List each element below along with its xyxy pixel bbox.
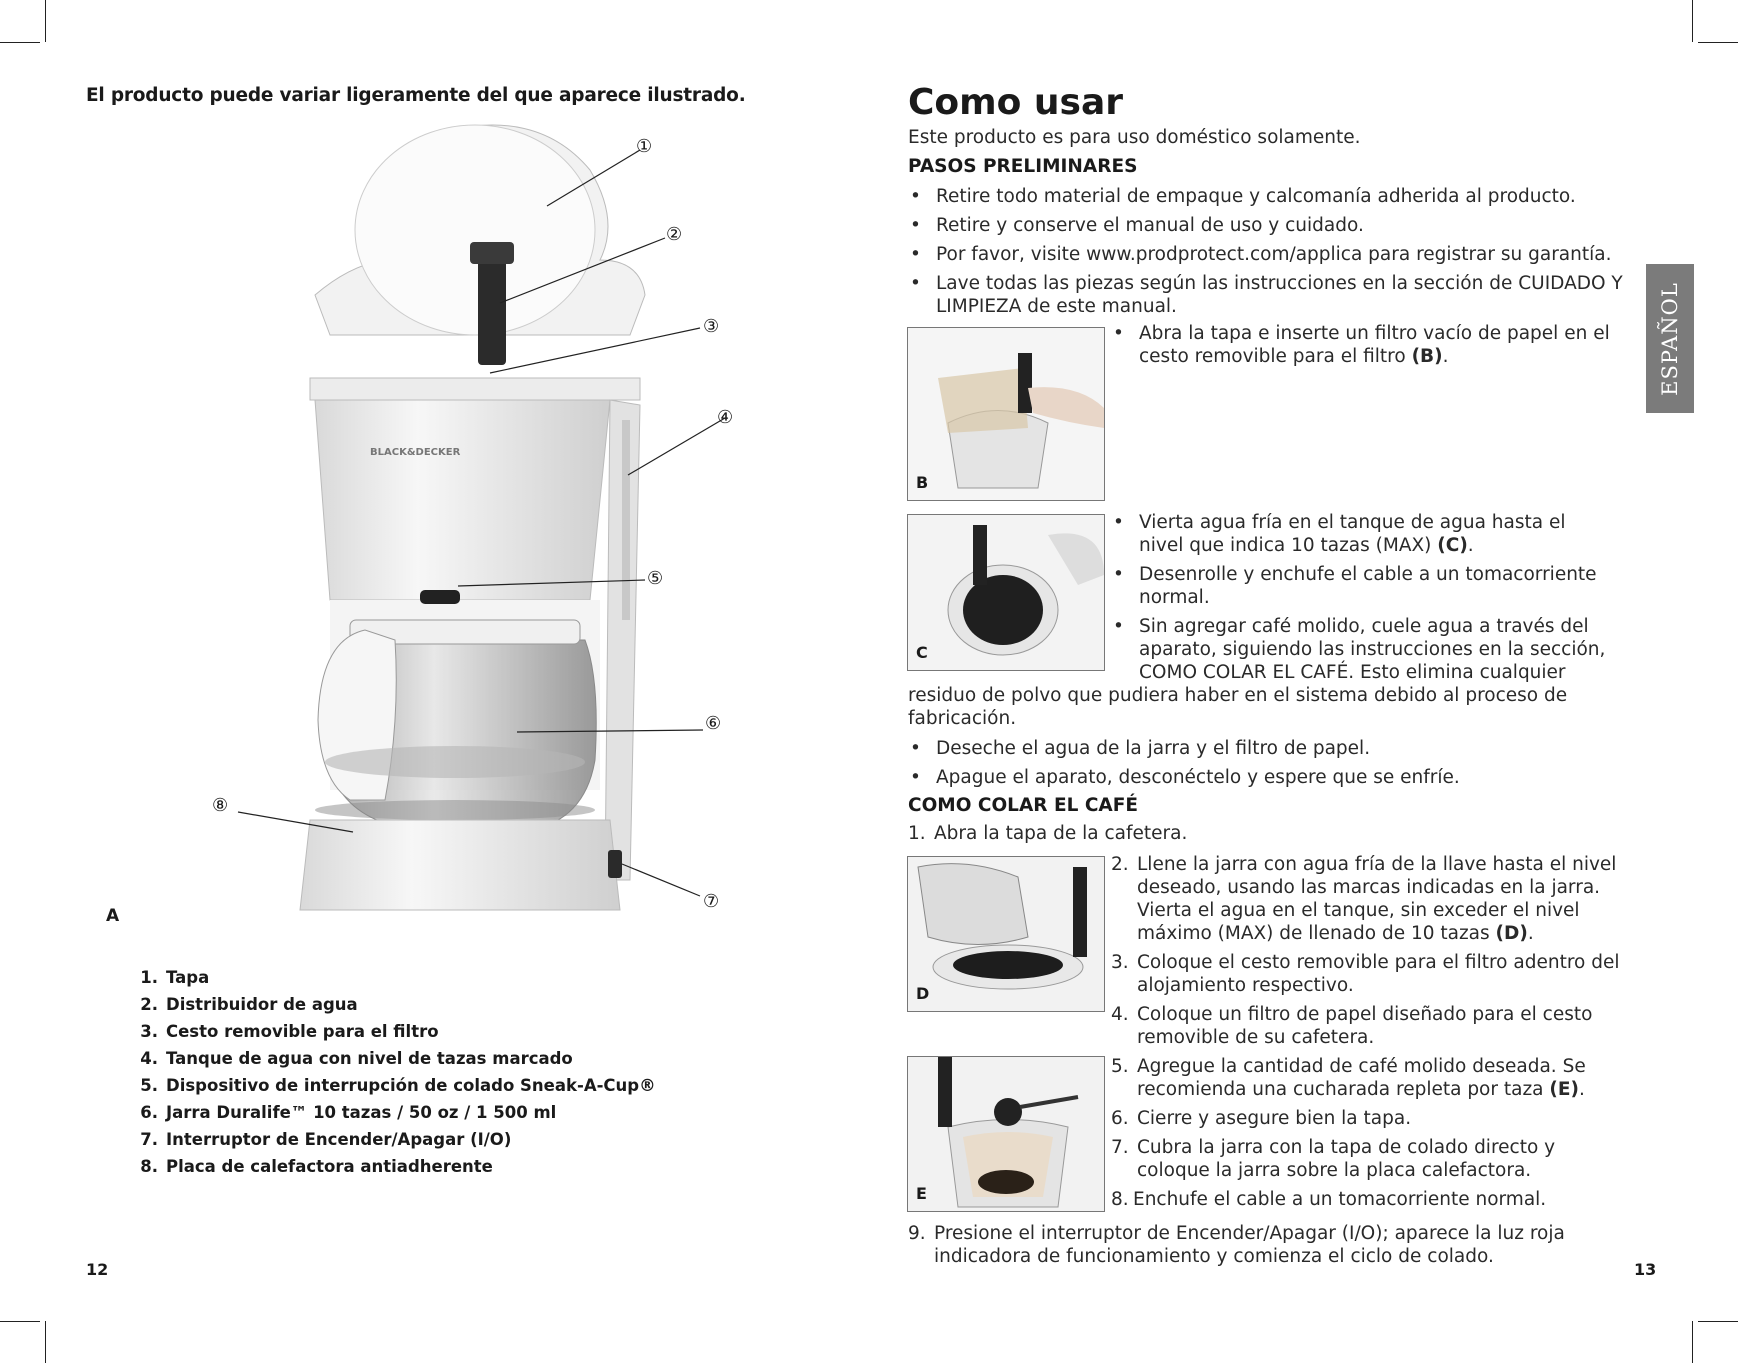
step-3: 3. Coloque el cesto removible para el filtro adentro del alojamiento respectivo. bbox=[1111, 952, 1620, 996]
list-item: • Vierta agua fría en el tanque de agua hasta el nivel que indica 10 tazas (MAX) (C). bbox=[1113, 512, 1566, 556]
photo-c bbox=[907, 514, 1105, 671]
filter-insert-photo bbox=[908, 328, 1104, 500]
crop-mark bbox=[45, 1321, 46, 1363]
section-heading-preliminares: PASOS PRELIMINARES bbox=[908, 156, 1138, 177]
language-tab: ESPAÑOL bbox=[1646, 264, 1694, 413]
section-heading-colar: COMO COLAR EL CAFÉ bbox=[908, 795, 1139, 816]
list-item: 5. Dispositivo de interrupción de colado Sneak-A-Cup® bbox=[140, 1076, 656, 1095]
crop-mark bbox=[45, 0, 46, 42]
intro-text: Este producto es para uso doméstico solamente. bbox=[908, 127, 1361, 148]
list-item: 6. Jarra Duralife™ 10 tazas / 50 oz / 1 500 ml bbox=[140, 1103, 557, 1122]
crop-mark bbox=[0, 1321, 40, 1322]
callout-6: ⑥ bbox=[705, 713, 722, 734]
parts-list bbox=[130, 968, 656, 1184]
bullets-c bbox=[1111, 511, 1611, 684]
list-item: • Sin agregar café molido, cuele agua a través del aparato, siguiendo las instrucciones en la sección, COMO COLAR EL CAFÉ. Esto elimina cualquier bbox=[1113, 616, 1606, 683]
step-2: 2. Llene la jarra con agua fría de la llave hasta el nivel deseado, usando las marcas indicadas en la jarra. Vierta el agua en el tanque, sin exceder el nivel máximo (MAX) de llenado de 10 tazas (D). bbox=[1111, 854, 1617, 944]
photo-label-d: D bbox=[916, 984, 930, 1003]
page-title: Como usar bbox=[908, 82, 1124, 123]
step-7: 7. Cubra la jarra con la tapa de colado directo y coloque la jarra sobre la placa calefactora. bbox=[1111, 1137, 1556, 1181]
bullet-c3-continued: residuo de polvo que pudiera haber en el sistema debido al proceso de fabricación. bbox=[908, 685, 1568, 729]
step-8: 8. Enchufe el cable a un tomacorriente normal. bbox=[1111, 1189, 1547, 1210]
page-number-right: 13 bbox=[1634, 1260, 1657, 1279]
callout-8: ⑧ bbox=[212, 795, 229, 816]
crop-mark bbox=[1692, 1321, 1693, 1363]
list-item: 3. Cesto removible para el filtro bbox=[140, 1022, 439, 1041]
photo-e bbox=[907, 1056, 1105, 1212]
brand-logo-text: BLACK&DECKER bbox=[370, 447, 461, 458]
page-number-left: 12 bbox=[86, 1260, 109, 1279]
list-item: • Retire todo material de empaque y calcomanía adherida al producto. bbox=[910, 186, 1576, 207]
steps-d bbox=[1111, 853, 1631, 1049]
crop-mark bbox=[1692, 0, 1693, 42]
list-item: • Retire y conserve el manual de uso y cuidado. bbox=[910, 215, 1364, 236]
list-item: • Apague el aparato, desconéctelo y espere que se enfríe. bbox=[910, 767, 1460, 788]
list-item: • Deseche el agua de la jarra y el filtro de papel. bbox=[910, 738, 1371, 759]
crop-mark bbox=[0, 42, 40, 43]
list-item: 1. Tapa bbox=[140, 968, 210, 987]
callout-1: ① bbox=[636, 136, 653, 157]
carafe-fill-photo bbox=[908, 857, 1104, 1011]
callout-3: ③ bbox=[703, 316, 720, 337]
crop-mark bbox=[1698, 1321, 1738, 1322]
step-5: 5. Agregue la cantidad de café molido deseada. Se recomienda una cucharada repleta por taza (E). bbox=[1111, 1056, 1586, 1100]
list-item: 8. Placa de calefactora antiadherente bbox=[140, 1157, 493, 1176]
bullet-b: • Abra la tapa e inserte un filtro vacío de papel en el cesto removible para el filtro (B). bbox=[1113, 323, 1610, 367]
illustration-caption: El producto puede variar ligeramente del que aparece ilustrado. bbox=[86, 85, 746, 106]
step-6: 6. Cierre y asegure bien la tapa. bbox=[1111, 1108, 1412, 1129]
water-tank-photo bbox=[908, 515, 1104, 670]
callout-2: ② bbox=[666, 224, 683, 245]
list-item: 2. Distribuidor de agua bbox=[140, 995, 358, 1014]
photo-b bbox=[907, 327, 1105, 501]
steps-e bbox=[1111, 1055, 1631, 1211]
list-item: • Desenrolle y enchufe el cable a un tomacorriente normal. bbox=[1113, 564, 1597, 608]
photo-d bbox=[907, 856, 1105, 1012]
step-9: 9. Presione el interruptor de Encender/Apagar (I/O); aparece la luz roja indicadora de funcionamiento y comienza el ciclo de colado. bbox=[908, 1223, 1565, 1267]
step-1: 1. Abra la tapa de la cafetera. bbox=[908, 823, 1188, 844]
callout-7: ⑦ bbox=[703, 891, 720, 912]
callout-5: ⑤ bbox=[647, 568, 664, 589]
add-coffee-photo bbox=[908, 1057, 1104, 1211]
callout-4: ④ bbox=[717, 407, 734, 428]
photo-label-e: E bbox=[916, 1184, 927, 1203]
crop-mark bbox=[1698, 42, 1738, 43]
list-item: • Por favor, visite www.prodprotect.com/applica para registrar su garantía. bbox=[910, 244, 1612, 265]
bullet-list-after bbox=[908, 737, 1628, 789]
list-item: 4. Tanque de agua con nivel de tazas marcado bbox=[140, 1049, 573, 1068]
bullet-list-top bbox=[908, 185, 1628, 318]
coffee-maker-illustration bbox=[200, 120, 740, 930]
list-item: • Lave todas las piezas según las instrucciones en la sección de CUIDADO Y LIMPIEZA de este manual. bbox=[910, 273, 1623, 317]
step-4: 4. Coloque un filtro de papel diseñado para el cesto removible de su cafetera. bbox=[1111, 1004, 1593, 1048]
list-item: 7. Interruptor de Encender/Apagar (I/O) bbox=[140, 1130, 512, 1149]
photo-label-c: C bbox=[916, 643, 928, 662]
photo-label-b: B bbox=[916, 473, 929, 492]
figure-label-a: A bbox=[106, 906, 120, 926]
